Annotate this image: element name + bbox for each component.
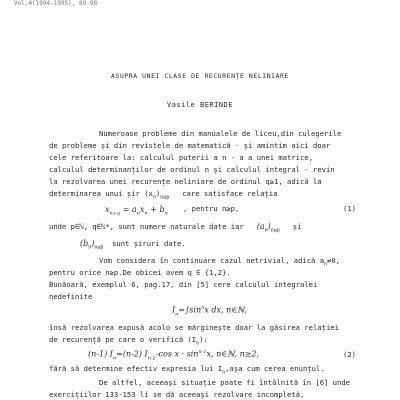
text-line-4: calculul determinanților de ordinul n și calculul integral - revin <box>49 165 335 174</box>
text-line-p2-1: Vom considera în continuare cazul netrivial, adică $a_n\ne 0$, <box>99 256 341 268</box>
equation-1-condition: , pentru n≥p, <box>183 204 240 213</box>
running-header: Vol.4(1994-1995), 89-98 <box>14 0 98 7</box>
equation-1: $x_{n+q} = a_nx_n + b_n$ <box>105 205 168 217</box>
text-line-3: cele referitoare la: calculul puterii a n - a a unei matrice, <box>49 153 313 162</box>
text-line-5: la rezolvarea unei recurențe neliniare de ordinul q≥1, adică la <box>49 177 322 186</box>
text-line-p2-4: nedefinite <box>49 292 93 301</box>
text-line-p3-1: însă rezolvarea expusă acolo se mărginește doar la găsirea relației <box>49 323 339 332</box>
equation-integral: $I_n=\int\sin^nx$ dx, n∈ℕ, <box>172 305 248 318</box>
equation-2: (n-1) $I_n=(n-2)$ $I_{n-2}-\cos$ $x \cdot \sin^{n-1}x$, n∈ℕ, n≥2, <box>88 349 260 362</box>
text-unde-line: unde p∈ℕ, q∈ℕ*, sunt numere naturale date iar $(a_n)_{n\ge p}$ și <box>49 222 302 234</box>
text-line-p2-2: pentru orice n≥p.De obicei avem q ∈ {1,2}. <box>49 268 231 277</box>
text-line-p2-3: Bunăoară, exemplul 6, pag.17, din [5] cere calculul integralei <box>49 280 318 289</box>
text-line-p4: fără să determine efectiv expresia lui $I_n,așa$ cum cerea enunțul. <box>49 364 325 376</box>
text-line-6: determinarea unui șir $(x_n)_{n\ge p}$ care satisface relația <box>49 189 278 201</box>
text-line-p5-2: exercițiilor 133-153 li se dă aceeași rezolvare incompletă, <box>49 390 305 399</box>
article-title: ASUPRA UNEI CLASE DE RECURENȚE NELINIARE <box>111 72 289 80</box>
text-line-p5-1: De altfel, aceeași situație poate fi întâlnită în [6] unde <box>99 378 350 387</box>
author-name: Vasile BERINDE <box>166 101 233 109</box>
text-sequences-line: $(b_n)_{n\ge p}$ sunt șiruri date. <box>80 239 186 251</box>
text-line-p3-2: de recurență pe care o verifică $(I_n)$: <box>49 335 208 347</box>
text-line-1: Numeroase probleme din manualele de liceu,din culegerile <box>99 129 342 138</box>
equation-2-number: (2) <box>343 350 356 359</box>
text-line-2: de probleme și din revistele de matematică - și amintim aici doar <box>49 141 331 150</box>
equation-1-number: (1) <box>343 204 356 213</box>
